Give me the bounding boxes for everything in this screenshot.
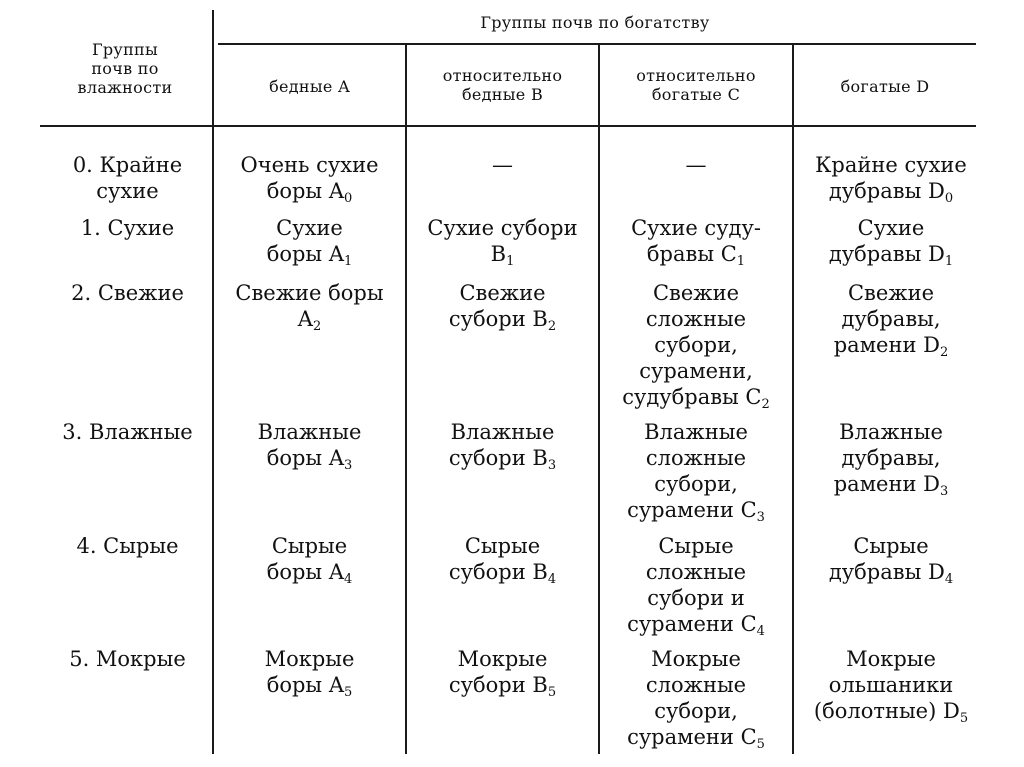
cell-line (794, 215, 988, 241)
cell-text: боры A (266, 446, 344, 470)
cell-text: Мокрые (457, 647, 548, 671)
row-label-line: 0. Крайне (72, 153, 183, 177)
cell-text: Влажные (644, 420, 748, 444)
cell-line (214, 215, 405, 241)
header-bottom-rule (40, 125, 976, 127)
cell-text: субори B (448, 307, 548, 331)
cell-line (794, 471, 988, 497)
cell-subscript: 2 (761, 397, 770, 412)
cell-line (407, 306, 598, 332)
table-cell (214, 215, 405, 267)
cell-line (600, 698, 792, 724)
cell-text: Мокрые (846, 647, 936, 671)
moisture-header-line: почв по (91, 59, 159, 78)
cell-subscript: 5 (344, 685, 353, 700)
cell-text: Сухие субори (427, 216, 578, 240)
table-cell (794, 646, 988, 724)
cell-line (407, 445, 598, 471)
cell-line (600, 358, 792, 384)
row-label-line: 1. Сухие (80, 216, 175, 240)
cell-text: дубравы D (828, 560, 945, 584)
cell-line (600, 419, 792, 445)
cell-line (794, 698, 988, 724)
cell-subscript: 2 (547, 319, 557, 334)
row-label-4 (40, 533, 215, 559)
cell-line (600, 646, 792, 672)
cell-text: сложные (645, 446, 747, 470)
table-cell (407, 646, 598, 698)
row-label-5 (40, 646, 215, 672)
cell-subscript: 5 (959, 711, 969, 726)
cell-subscript: 3 (939, 484, 949, 499)
cell-line (407, 241, 598, 267)
cell-subscript: 5 (547, 685, 557, 700)
cell-text: боры A (266, 673, 344, 697)
cell-line (600, 445, 792, 471)
cell-line (600, 332, 792, 358)
column-header-line: богатые D (840, 77, 930, 96)
cell-text: Сырые (658, 534, 734, 558)
cell-text: сурамени C (627, 498, 757, 522)
cell-text: Сухие (276, 216, 343, 240)
cell-text: Очень сухие (240, 153, 379, 177)
cell-text: субори B (448, 560, 548, 584)
table-cell (407, 533, 598, 585)
table-cell (214, 419, 405, 471)
cell-line (600, 497, 792, 523)
cell-line (600, 533, 792, 559)
cell-line (600, 585, 792, 611)
cell-subscript: 1 (506, 254, 515, 269)
moisture-header-line: Группы (91, 40, 159, 59)
row-label-line: 5. Мокрые (69, 647, 186, 671)
row-label-3 (40, 419, 215, 445)
cell-text: A (297, 307, 313, 331)
table-cell (407, 152, 598, 178)
cell-line (407, 152, 598, 178)
moisture-header-line: влажности (77, 78, 173, 97)
cell-line (407, 533, 598, 559)
cell-line (600, 306, 792, 332)
cell-text: Свежие (652, 281, 740, 305)
cell-line (407, 215, 598, 241)
row-label-0 (40, 152, 215, 204)
column-header-d (794, 77, 976, 96)
moisture-groups-header (40, 40, 210, 97)
cell-text: субори, (654, 333, 738, 357)
cell-line (407, 419, 598, 445)
cell-text: субори, (654, 472, 738, 496)
cell-line (794, 646, 988, 672)
cell-line (794, 445, 988, 471)
cell-text: субори B (448, 446, 548, 470)
cell-line (600, 471, 792, 497)
cell-text: сложные (645, 560, 747, 584)
cell-line (794, 419, 988, 445)
cell-line (794, 178, 988, 204)
cell-line (794, 280, 988, 306)
cell-subscript: 3 (344, 458, 353, 473)
cell-subscript: 4 (344, 572, 353, 587)
cell-subscript: 4 (547, 572, 557, 587)
richness-title-rule (218, 43, 976, 45)
cell-text: сурамени C (627, 612, 757, 636)
table-cell (600, 533, 792, 637)
cell-text: Влажные (257, 420, 362, 444)
cell-line (600, 280, 792, 306)
cell-text: сложные (645, 673, 747, 697)
cell-line (214, 646, 405, 672)
table-cell (600, 646, 792, 750)
column-divider-label (212, 10, 214, 754)
cell-text: дубравы D (828, 179, 945, 203)
cell-text: боры A (266, 179, 344, 203)
table-cell (407, 215, 598, 267)
cell-text: Влажные (839, 420, 943, 444)
cell-line (407, 559, 598, 585)
cell-line (794, 241, 988, 267)
cell-subscript: 0 (344, 191, 353, 206)
cell-line (794, 306, 988, 332)
row-label-1 (40, 215, 215, 241)
cell-text: боры A (266, 560, 344, 584)
cell-text: Сухие суду- (631, 216, 761, 240)
table-cell (794, 533, 988, 585)
column-header-c (600, 66, 792, 104)
row-label-line: 3. Влажные (62, 420, 193, 444)
cell-line (794, 332, 988, 358)
cell-text: рамени D (833, 333, 940, 357)
table-cell (407, 419, 598, 471)
row-label-line: сухие (96, 179, 159, 203)
cell-line (600, 724, 792, 750)
column-header-line: относительно (636, 66, 756, 85)
cell-text: Свежие (459, 281, 546, 305)
table-cell (600, 152, 792, 178)
table-cell (794, 152, 988, 204)
cell-line (214, 533, 405, 559)
cell-text: сложные (645, 307, 747, 331)
cell-text: дубравы, (841, 307, 941, 331)
cell-subscript: 5 (756, 737, 765, 752)
cell-line (407, 280, 598, 306)
column-header-line: бедные A (269, 77, 350, 96)
cell-text: Сырые (464, 534, 541, 558)
cell-line (600, 152, 792, 178)
cell-subscript: 3 (756, 510, 765, 525)
table-cell (600, 280, 792, 410)
table-cell (600, 215, 792, 267)
row-label-line: 2. Свежие (71, 281, 184, 305)
cell-text: бравы C (646, 242, 737, 266)
cell-subscript: 2 (312, 319, 322, 334)
column-header-a (214, 77, 405, 96)
cell-text: сурамени, (639, 359, 753, 383)
cell-text: B (490, 242, 507, 266)
cell-line (214, 241, 405, 267)
cell-subscript: 0 (944, 191, 954, 206)
cell-line (214, 445, 405, 471)
cell-text: Свежие боры (235, 281, 384, 305)
richness-groups-header: Группы почв по богатству (480, 13, 710, 32)
cell-subscript: 1 (344, 254, 353, 269)
cell-line (407, 646, 598, 672)
row-label-line: 4. Сырые (76, 534, 179, 558)
cell-text: субори, (654, 699, 738, 723)
cell-subscript: 1 (944, 254, 954, 269)
cell-text: — (685, 153, 707, 177)
cell-text: Сырые (853, 534, 929, 558)
cell-line (214, 178, 405, 204)
cell-text: Сухие (857, 216, 925, 240)
column-header-b (407, 66, 598, 104)
column-header-line: относительно (442, 66, 563, 85)
cell-text: боры A (266, 242, 344, 266)
cell-line (600, 672, 792, 698)
cell-line (794, 152, 988, 178)
table-cell (794, 419, 988, 497)
table-cell (794, 215, 988, 267)
cell-line (600, 241, 792, 267)
cell-line (407, 672, 598, 698)
cell-text: дубравы D (828, 242, 945, 266)
row-label-2 (40, 280, 215, 306)
table-cell (214, 646, 405, 698)
cell-subscript: 3 (547, 458, 557, 473)
cell-text: рамени D (833, 472, 940, 496)
table-cell (794, 280, 988, 358)
cell-text: Мокрые (264, 647, 355, 671)
cell-text: дубравы, (841, 446, 941, 470)
cell-line (600, 559, 792, 585)
cell-line (600, 384, 792, 410)
cell-line (214, 152, 405, 178)
table-cell (407, 280, 598, 332)
cell-text: субори B (448, 673, 548, 697)
cell-text: Крайне сухие (815, 153, 967, 177)
table-cell (214, 280, 405, 332)
table-cell (600, 419, 792, 523)
cell-text: Сырые (271, 534, 348, 558)
cell-text: — (492, 153, 513, 177)
cell-line (600, 611, 792, 637)
cell-subscript: 2 (939, 345, 949, 360)
column-header-line: бедные B (461, 85, 544, 104)
cell-text: Влажные (450, 420, 555, 444)
cell-subscript: 1 (736, 254, 746, 269)
cell-line (794, 533, 988, 559)
cell-line (214, 419, 405, 445)
cell-line (214, 672, 405, 698)
cell-text: сурамени C (627, 725, 757, 749)
cell-text: субори и (647, 586, 745, 610)
cell-text: ольшаники (828, 673, 954, 697)
cell-line (600, 215, 792, 241)
cell-text: судубравы C (622, 385, 762, 409)
cell-line (794, 672, 988, 698)
column-header-line: богатые C (651, 85, 741, 104)
cell-subscript: 4 (944, 572, 954, 587)
cell-subscript: 4 (756, 624, 765, 639)
cell-line (794, 559, 988, 585)
table-cell (214, 533, 405, 585)
cell-line (214, 559, 405, 585)
cell-text: Свежие (847, 281, 935, 305)
cell-text: (болотные) D (813, 699, 960, 723)
cell-text: Мокрые (651, 647, 741, 671)
table-cell (214, 152, 405, 204)
cell-line (214, 306, 405, 332)
cell-line (214, 280, 405, 306)
